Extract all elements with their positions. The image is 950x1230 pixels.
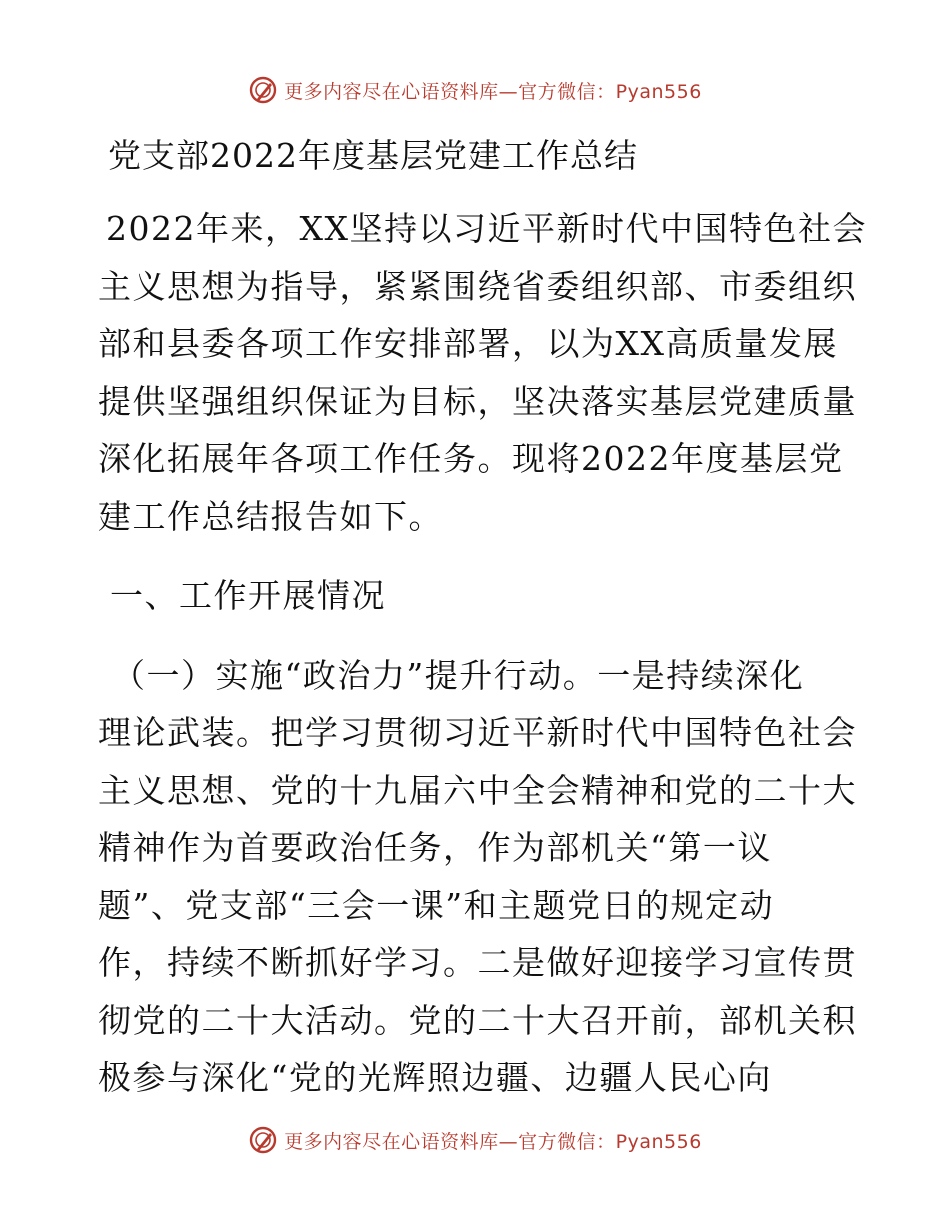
text-line: 建工作总结报告如下。 xyxy=(98,496,443,536)
text-line: 主义思想、党的十九届六中全会精神和党的二十大 xyxy=(98,770,857,810)
text-line: 作，持续不断抓好学习。二是做好迎接学习宣传贯 xyxy=(98,943,857,982)
text-line: 极参与深化“党的光辉照边疆、边疆人民心向 xyxy=(98,1058,772,1097)
text-line: 深化拓展年各项工作任务。现将2022年度基层党 xyxy=(98,439,844,478)
intro-paragraph xyxy=(98,200,867,545)
section-paragraph xyxy=(98,647,857,1107)
pen-logo-icon xyxy=(248,75,278,105)
pen-logo-icon xyxy=(248,1125,278,1155)
section-heading: 一、工作开展情况 xyxy=(110,576,386,615)
document-body xyxy=(98,120,867,1107)
text-line: 题”、党支部“三会一课”和主题党日的规定动 xyxy=(98,885,775,925)
text-line: 部和县委各项工作安排部署，以为XX高质量发展 xyxy=(98,324,838,363)
document-title: 党支部2022年度基层党建工作总结 xyxy=(108,136,638,175)
header-watermark xyxy=(0,72,950,108)
text-line: 提供坚强组织保证为目标，坚决落实基层党建质量 xyxy=(98,381,857,421)
watermark-text: 更多内容尽在心语资料库—官方微信：Pyan556 xyxy=(284,1130,702,1153)
text-line: 2022年来，XX坚持以习近平新时代中国特色社会 xyxy=(106,209,867,248)
watermark-text: 更多内容尽在心语资料库—官方微信：Pyan556 xyxy=(284,80,702,103)
text-line: （一）实施“政治力”提升行动。一是持续深化 xyxy=(112,655,805,695)
text-line: 主义思想为指导，紧紧围绕省委组织部、市委组织 xyxy=(98,266,857,306)
footer-watermark xyxy=(0,1122,950,1158)
text-line: 理论武装。把学习贯彻习近平新时代中国特色社会 xyxy=(98,713,857,752)
text-line: 彻党的二十大活动。党的二十大召开前，部机关积 xyxy=(98,1000,857,1040)
text-line: 精神作为首要政治任务，作为部机关“第一议 xyxy=(98,828,772,867)
